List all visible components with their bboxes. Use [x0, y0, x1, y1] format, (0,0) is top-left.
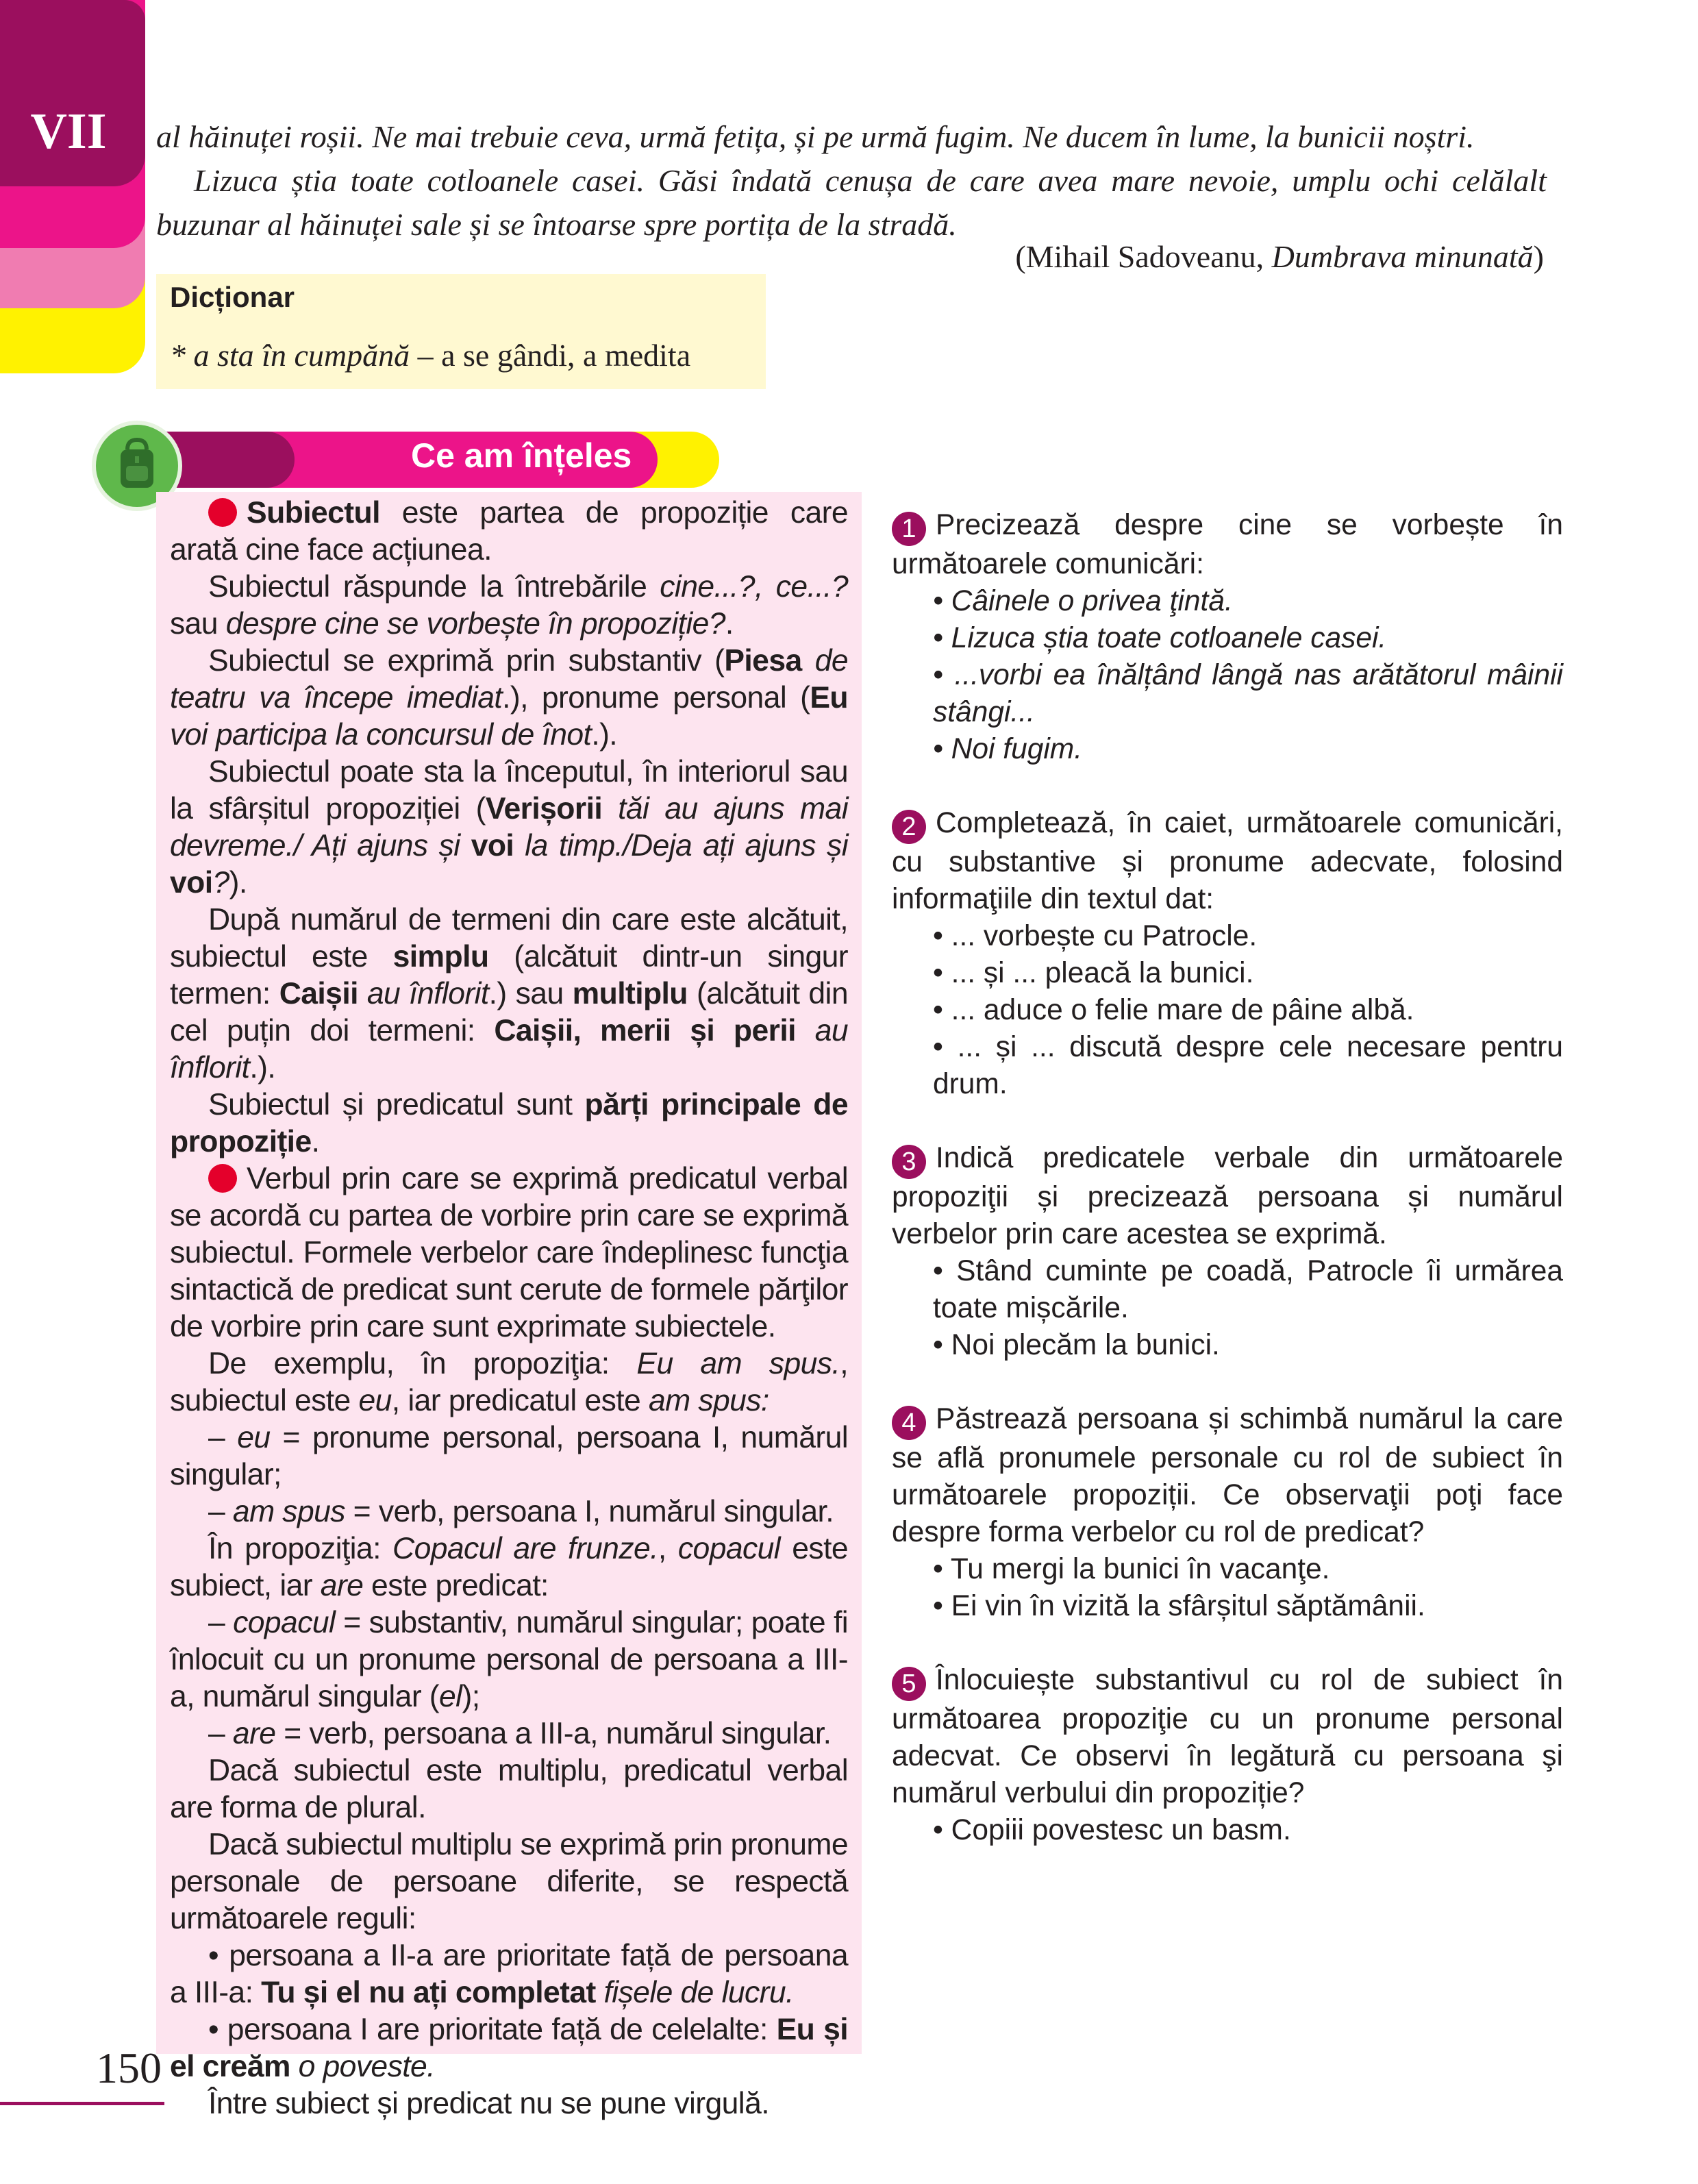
dictionary-term: * a sta în cumpănă [170, 338, 410, 373]
theory-p5: După numărul de termeni din care este alcătuit, subiectul este simplu (alcătuit dintr-un singur termen: Caișii au înflorit.) sau multiplu (alcătuit din cel puțin doi termeni: Caișii, merii și perii au înflorit.). [170, 903, 849, 1084]
exercise-item: • Noi plecăm la bunici. [933, 1329, 1220, 1361]
story-source [1015, 238, 1544, 275]
bullet-dot-icon [208, 498, 237, 527]
exercise-item: • Stând cuminte pe coadă, Patrocle îi urmărea toate mișcările. [933, 1255, 1563, 1324]
exercise-text: Completează, în caiet, următoarele comunicări, cu substantive și pronume adecvate, folosind informaţiile din textul dat: [892, 807, 1563, 915]
exercise-text: Păstrează persoana și schimbă numărul la care se află pronumele personale cu rol de subiect în următoarele propoziții. Ce observaţii poţi face despre forma verbelor cu rol de predicat? [892, 1403, 1563, 1548]
theory-p3: Subiectul se exprimă prin substantiv (Piesa de teatru va începe imediat.), pronume personal (Eu voi participa la concursul de înot.). [170, 644, 849, 752]
exercise-item: • Copiii povestesc un basm. [933, 1814, 1291, 1846]
exercise-item: • ... aduce o felie mare de pâine albă. [933, 994, 1414, 1026]
exercise-number-badge: 1 [892, 512, 926, 546]
theory-p14: Dacă subiectul este multiplu, predicatul verbal are forma de plural. [170, 1754, 848, 1824]
dictionary-definition: – a se gândi, a medita [410, 338, 691, 373]
theory-p13: – are = verb, persoana a III-a, numărul singular. [208, 1717, 832, 1750]
exercise-number-badge: 3 [892, 1145, 926, 1179]
dictionary-box [156, 274, 766, 389]
theory-p6: Subiectul și predicatul sunt părți principale de propoziție. [170, 1088, 848, 1158]
exercise-prompt [892, 805, 1563, 918]
story-line1: al hăinuței roșii. Ne mai trebuie ceva, urmă fetița, și pe urmă fugim. Ne ducem în lume, la bunicii noștri. [156, 119, 1475, 154]
theory-p12: – copacul = substantiv, numărul singular; poate fi înlocuit cu un pronume personal de persoana a III-a, numărul singular (el); [170, 1606, 848, 1713]
exercise-item: • ... vorbește cu Patrocle. [933, 920, 1258, 952]
exercise-5 [892, 1662, 1563, 1849]
theory-p10: – am spus = verb, persoana I, numărul singular. [208, 1495, 834, 1528]
exercise-number-badge: 2 [892, 810, 926, 844]
bullet-dot-icon [208, 1164, 237, 1193]
exercise-prompt [892, 1140, 1563, 1253]
exercise-item: • ... și ... pleacă la bunici. [933, 957, 1254, 989]
theory-text [170, 495, 848, 2122]
source-close: ) [1533, 239, 1544, 274]
banner-title: Ce am înțeles [411, 436, 632, 475]
exercise-item: • ...vorbi ea înălțând lângă nas arătătorul mâinii stângi... [933, 659, 1563, 728]
source-title: Dumbrava minunată [1271, 239, 1534, 274]
theory-box [156, 492, 862, 2120]
exercise-1 [892, 507, 1563, 768]
exercise-text: Precizează despre cine se vorbește în următoarele comunicări: [892, 509, 1563, 580]
exercise-item: • Lizuca știa toate cotloanele casei. [933, 622, 1387, 654]
source-author: (Mihail Sadoveanu, [1015, 239, 1272, 274]
dictionary-entry [170, 337, 690, 373]
exercise-number-badge: 4 [892, 1406, 926, 1440]
exercise-3 [892, 1140, 1563, 1364]
exercise-text: Înlocuiește substantivul cu rol de subiect în următoarea propoziţie cu un pronume personal adecvat. Ce observi în legătură cu persoana şi numărul verbului din propoziție? [892, 1664, 1563, 1809]
page-number: 150 [96, 2044, 162, 2092]
theory-p18: Între subiect și predicat nu se pune virgulă. [208, 2087, 769, 2120]
dictionary-title: Dicționar [170, 281, 295, 313]
exercise-2 [892, 805, 1563, 1103]
exercise-number-badge: 5 [892, 1667, 926, 1701]
exercises-column [892, 507, 1563, 1886]
theory-p11: În propoziţia: Copacul are frunze., copacul este subiect, iar are este predicat: [170, 1532, 848, 1602]
theory-p9: – eu = pronume personal, persoana I, numărul singular; [170, 1421, 849, 1491]
exercise-item: • Ei vin în vizită la sfârșitul săptămânii. [933, 1590, 1425, 1622]
theory-p1: Subiectul este partea de propoziție care arată cine face acțiunea. [170, 496, 848, 567]
theory-p4: Subiectul poate sta la începutul, în interiorul sau la sfârșitul propoziției (Verișorii tăi au ajuns mai devreme./ Ați ajuns și voi la timp./Deja ați ajuns și voi?). [170, 755, 848, 899]
exercise-text: Indică predicatele verbale din următoarele propoziţii și precizează persoana și numărul verbelor prin care acestea se exprimă. [892, 1142, 1563, 1250]
page-number-rule [0, 2102, 164, 2105]
theory-p2: Subiectul răspunde la întrebările cine...?, ce...? sau despre cine se vorbește în propoziție?. [170, 570, 848, 641]
exercise-prompt [892, 507, 1563, 583]
exercise-item: • ... și ... discută despre cele necesare pentru drum. [933, 1031, 1563, 1100]
story-text [156, 115, 1547, 247]
exercise-prompt [892, 1401, 1563, 1551]
exercise-4 [892, 1401, 1563, 1625]
theory-p7: Verbul prin care se exprimă predicatul verbal se acordă cu partea de vorbire prin care se exprimă subiectul. Formele verbelor care îndeplinesc funcţia sintactică de predicat sunt cerute de formele părţilor de vorbire prin care sunt exprimate subiectele. [170, 1162, 848, 1343]
exercise-item: • Tu mergi la bunici în vacanţe. [933, 1553, 1330, 1585]
theory-p15: Dacă subiectul multiplu se exprimă prin pronume personale de persoane diferite, se respectă următoarele reguli: [170, 1828, 848, 1935]
story-para2: Lizuca știa toate cotloanele casei. Găsi îndată cenușa de care avea mare nevoie, umplu ochi celălalt buzunar al hăinuței sale și se întoarse spre portița de la stradă. [156, 163, 1547, 242]
exercise-prompt [892, 1662, 1563, 1812]
theory-p8: De exemplu, în propoziţia: Eu am spus., subiectul este eu, iar predicatul este am spus: [170, 1347, 848, 1417]
chapter-label: VII [30, 103, 107, 160]
theory-p17: • persoana I are prioritate față de celelalte: Eu și el creăm o poveste. [170, 2013, 848, 2083]
theory-p16: • persoana a II-a are prioritate față de persoana a III-a: Tu și el nu ați completat fișele de lucru. [170, 1939, 848, 2009]
exercise-item: • Noi fugim. [933, 733, 1082, 765]
exercise-item: • Câinele o privea ţintă. [933, 585, 1233, 617]
